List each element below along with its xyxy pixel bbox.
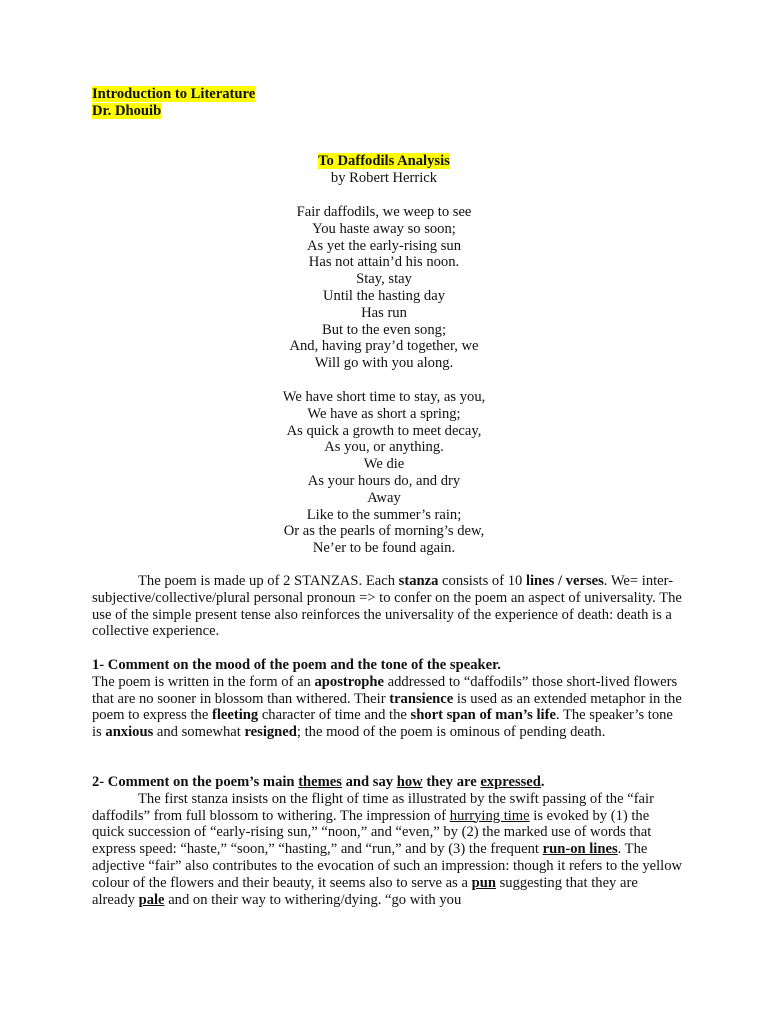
poem-line: We have short time to stay, as you,	[282, 389, 486, 405]
course-title: Introduction to Literature	[92, 86, 256, 102]
poem-line: As yet the early-rising sun	[306, 237, 461, 254]
poem-author: by Robert Herrick	[330, 169, 438, 186]
poem-line: But to the even song;	[321, 321, 447, 338]
stanza-1	[0, 204, 768, 372]
term-run-on-lines: run-on lines	[542, 841, 618, 858]
intro-paragraph	[92, 573, 684, 640]
question-2-heading	[92, 774, 684, 791]
poem-line: As quick a growth to meet decay,	[286, 422, 482, 439]
poem-line: As you, or anything.	[324, 439, 444, 456]
term-themes: themes	[298, 774, 342, 790]
term-short-span: short span of man’s life	[410, 707, 556, 724]
poem-line: Stay, stay	[356, 271, 412, 288]
question-1-heading: 1- Comment on the mood of the poem and the tone of the speaker.	[92, 657, 501, 673]
text-run: . The adjective “fair” also contributes to the evocation of such an impression: though it refers to the yellow colour of the flowers and their beauty, it seems also to serve as a	[92, 841, 683, 891]
poem-line: Or as the pearls of morning’s dew,	[283, 523, 485, 540]
poem-line: Has run	[361, 304, 407, 321]
term-anxious: anxious	[105, 724, 154, 741]
text-run: The first stanza insists on the flight of time as illustrated by the swift passing of the “fair daffodils” from full blossom to withering. The impression of	[92, 790, 654, 824]
text-run: consists of 10	[438, 573, 526, 589]
term-resigned: resigned	[244, 724, 297, 741]
poem-title: To Daffodils Analysis	[318, 153, 450, 169]
term-transience: transience	[389, 690, 454, 707]
term-lines-verses: lines / verses	[525, 573, 604, 589]
poem-line: Will go with you along.	[314, 355, 454, 372]
poem-line: Fair daffodils, we weep to see	[296, 204, 472, 220]
poem-line: Until the hasting day	[322, 287, 445, 304]
text-run: .	[540, 774, 545, 790]
instructor-name: Dr. Dhouib	[92, 102, 162, 119]
text-run: . We= inter-subjective/collective/plural personal pronoun => to confer on the poem an aspect of universality. The use of the simple present tense also reinforces the universality of the experience of death: death is a collective experience.	[92, 573, 682, 640]
text-run: they are	[422, 774, 481, 790]
term-stanza: stanza	[398, 573, 439, 589]
stanza-2	[0, 389, 768, 557]
text-run: and say	[341, 774, 397, 790]
poem-line: Like to the summer’s rain;	[306, 506, 462, 523]
poem-line: As your hours do, and dry	[307, 472, 461, 489]
term-expressed: expressed	[480, 774, 541, 790]
text-run: . The speaker’s tone is	[92, 707, 673, 741]
poem-line: We have as short a spring;	[307, 405, 461, 422]
text-run: and somewhat	[153, 724, 245, 741]
text-run: is evoked by (1) the quick succession of “early-rising sun,” “noon,” and “even,” by (2) the marked use of words that express speed: “haste,” “soon,” “hasting,” and “run,” and by (3) the frequent	[92, 807, 652, 858]
term-pun: pun	[471, 874, 496, 891]
term-fleeting: fleeting	[211, 707, 259, 724]
poem-heading	[0, 153, 768, 187]
term-how: how	[396, 774, 423, 790]
question-1-answer	[92, 674, 684, 741]
text-run: character of time and the	[258, 707, 411, 724]
question-2-answer	[92, 791, 684, 909]
text-run: addressed to “daffodils” those short-lived flowers that are no sooner in blossom than withered. Their	[92, 673, 678, 707]
text-run: ; the mood of the poem is ominous of pending death.	[296, 724, 606, 741]
text-run: The poem is made up of 2 STANZAS. Each	[138, 573, 399, 589]
poem-line: You haste away so soon;	[312, 220, 456, 237]
text-run: 2- Comment on the poem’s main	[92, 774, 299, 790]
term-pale: pale	[138, 891, 165, 908]
text-run: and on their way to withering/dying. “go with you	[164, 891, 462, 908]
document-header	[92, 86, 255, 120]
poem-line: We die	[363, 456, 405, 473]
text-run: is used as an extended metaphor in the poem to express the	[92, 690, 682, 724]
question-1-section	[92, 657, 684, 741]
poem-line: Away	[367, 489, 401, 506]
poem-line: Has not attain’d his noon.	[308, 254, 460, 271]
text-run: The poem is written in the form of an	[92, 673, 315, 690]
term-hurrying-time: hurrying time	[449, 807, 530, 824]
text-run: suggesting that they are already	[92, 874, 638, 908]
term-apostrophe: apostrophe	[314, 673, 384, 690]
poem-line: Ne’er to be found again.	[312, 540, 456, 557]
question-2-section	[92, 774, 684, 908]
poem-line: And, having pray’d together, we	[289, 338, 479, 355]
